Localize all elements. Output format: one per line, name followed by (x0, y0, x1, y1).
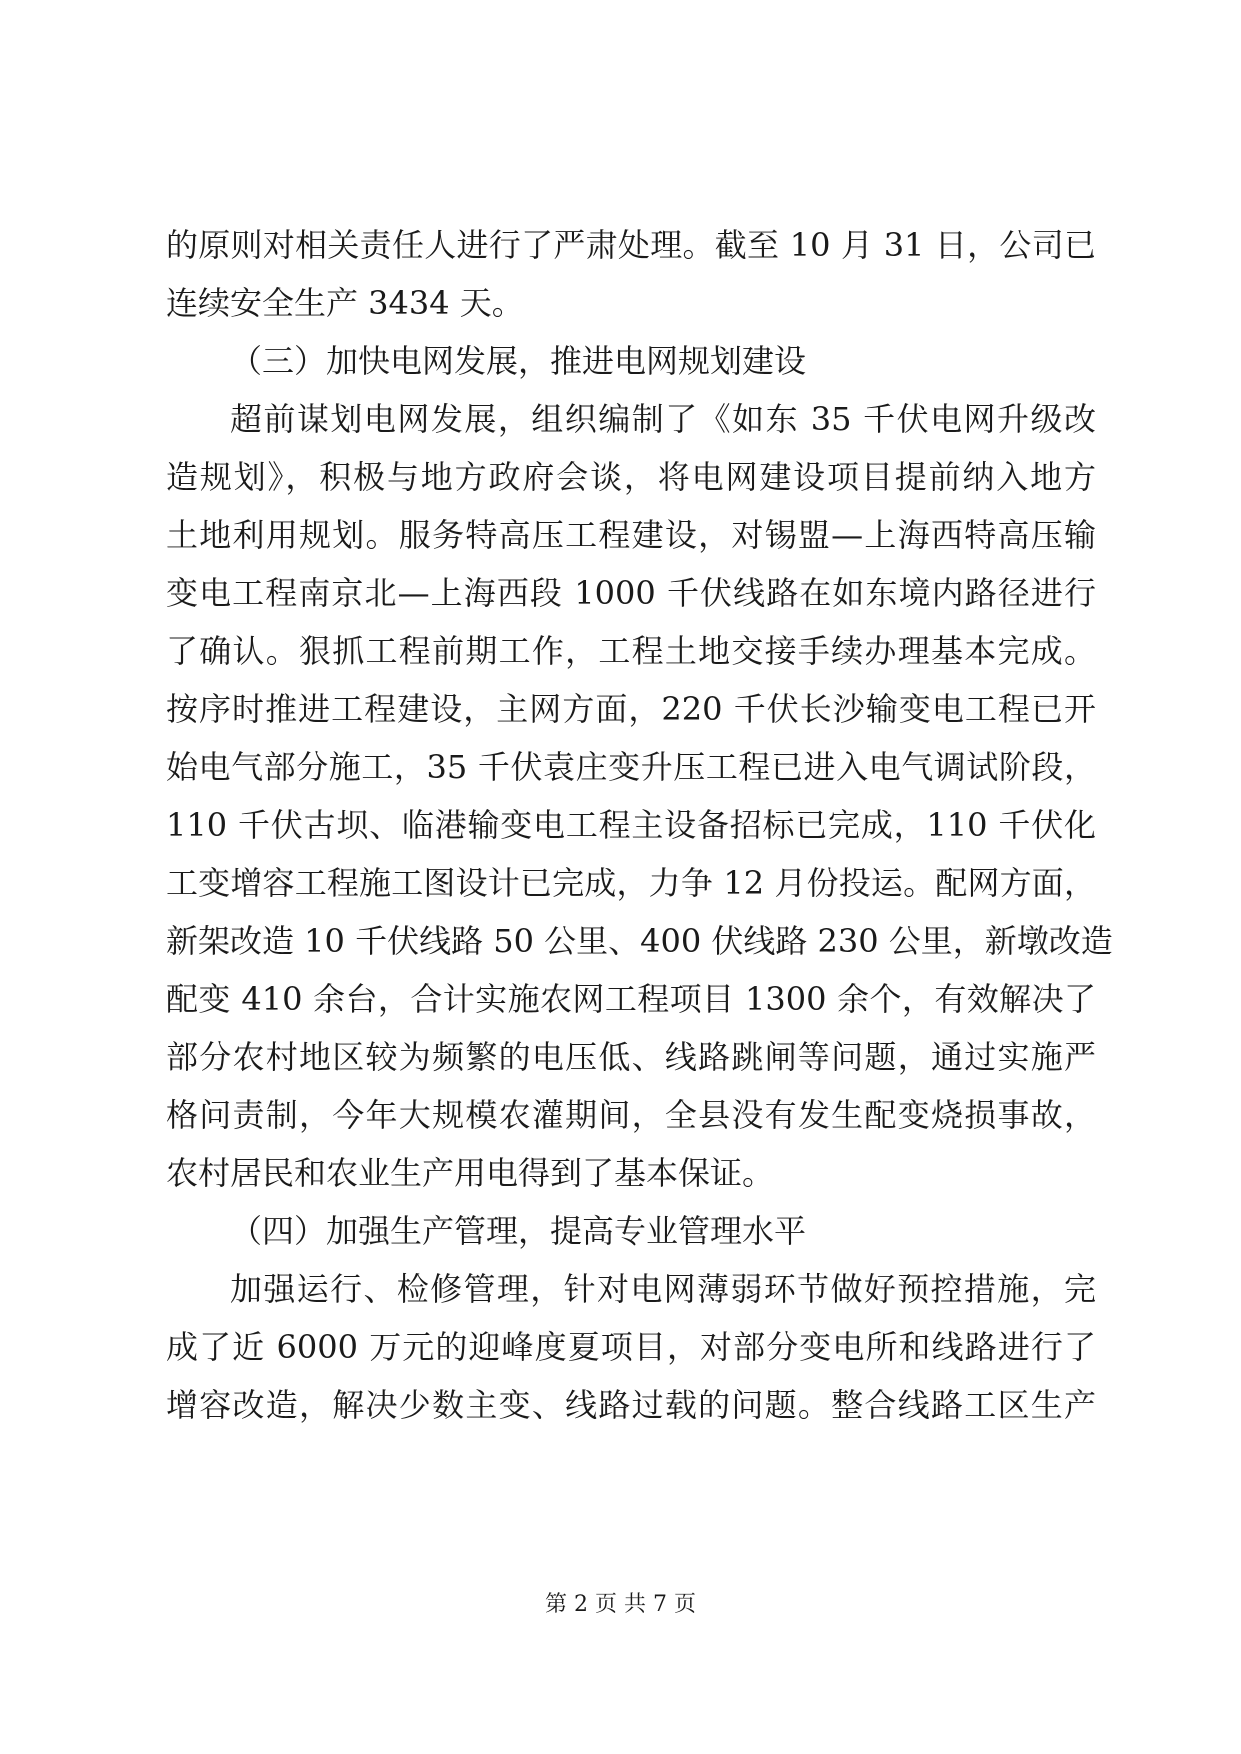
text-line: 增容改造，解决少数主变、线路过载的问题。整合线路工区生产 (166, 1386, 1096, 1424)
text-line: 连续安全生产 3434 天。 (166, 284, 524, 322)
text-line: 土地利用规划。服务特高压工程建设，对锡盟—上海西特高压输 (166, 516, 1096, 554)
text-line: 部分农村地区较为频繁的电压低、线路跳闸等问题，通过实施严 (166, 1038, 1096, 1076)
text-line: 配变 410 余台，合计实施农网工程项目 1300 余个，有效解决了 (166, 980, 1096, 1018)
text-line: 始电气部分施工，35 千伏袁庄变升压工程已进入电气调试阶段， (166, 748, 1096, 786)
text-line: 变电工程南京北—上海西段 1000 千伏线路在如东境内路径进行 (166, 574, 1096, 612)
text-line: 110 千伏古坝、临港输变电工程主设备招标已完成，110 千伏化 (166, 806, 1096, 844)
text-line: 了确认。狠抓工程前期工作，工程土地交接手续办理基本完成。 (166, 632, 1096, 670)
text-line: 按序时推进工程建设，主网方面，220 千伏长沙输变电工程已开 (166, 690, 1096, 728)
section-heading: （四）加强生产管理，提高专业管理水平 (230, 1212, 807, 1250)
text-line: 农村居民和农业生产用电得到了基本保证。 (166, 1154, 775, 1192)
text-line: 成了近 6000 万元的迎峰度夏项目，对部分变电所和线路进行了 (166, 1328, 1096, 1366)
page-number-footer: 第 2 页 共 7 页 (545, 1592, 696, 1617)
section-heading: （三）加快电网发展，推进电网规划建设 (230, 342, 807, 380)
text-line: 工变增容工程施工图设计已完成，力争 12 月份投运。配网方面， (166, 864, 1096, 902)
text-line: 新架改造 10 千伏线路 50 公里、400 伏线路 230 公里，新墩改造 (166, 922, 1113, 960)
text-line: 造规划》，积极与地方政府会谈，将电网建设项目提前纳入地方 (166, 458, 1096, 496)
text-line: 的原则对相关责任人进行了严肃处理。截至 10 月 31 日，公司已 (166, 226, 1096, 264)
paragraph-first-line: 加强运行、检修管理，针对电网薄弱环节做好预控措施，完 (230, 1270, 1096, 1308)
text-line: 格问责制，今年大规模农灌期间，全县没有发生配变烧损事故， (166, 1096, 1096, 1134)
paragraph-first-line: 超前谋划电网发展，组织编制了《如东 35 千伏电网升级改 (230, 400, 1096, 438)
